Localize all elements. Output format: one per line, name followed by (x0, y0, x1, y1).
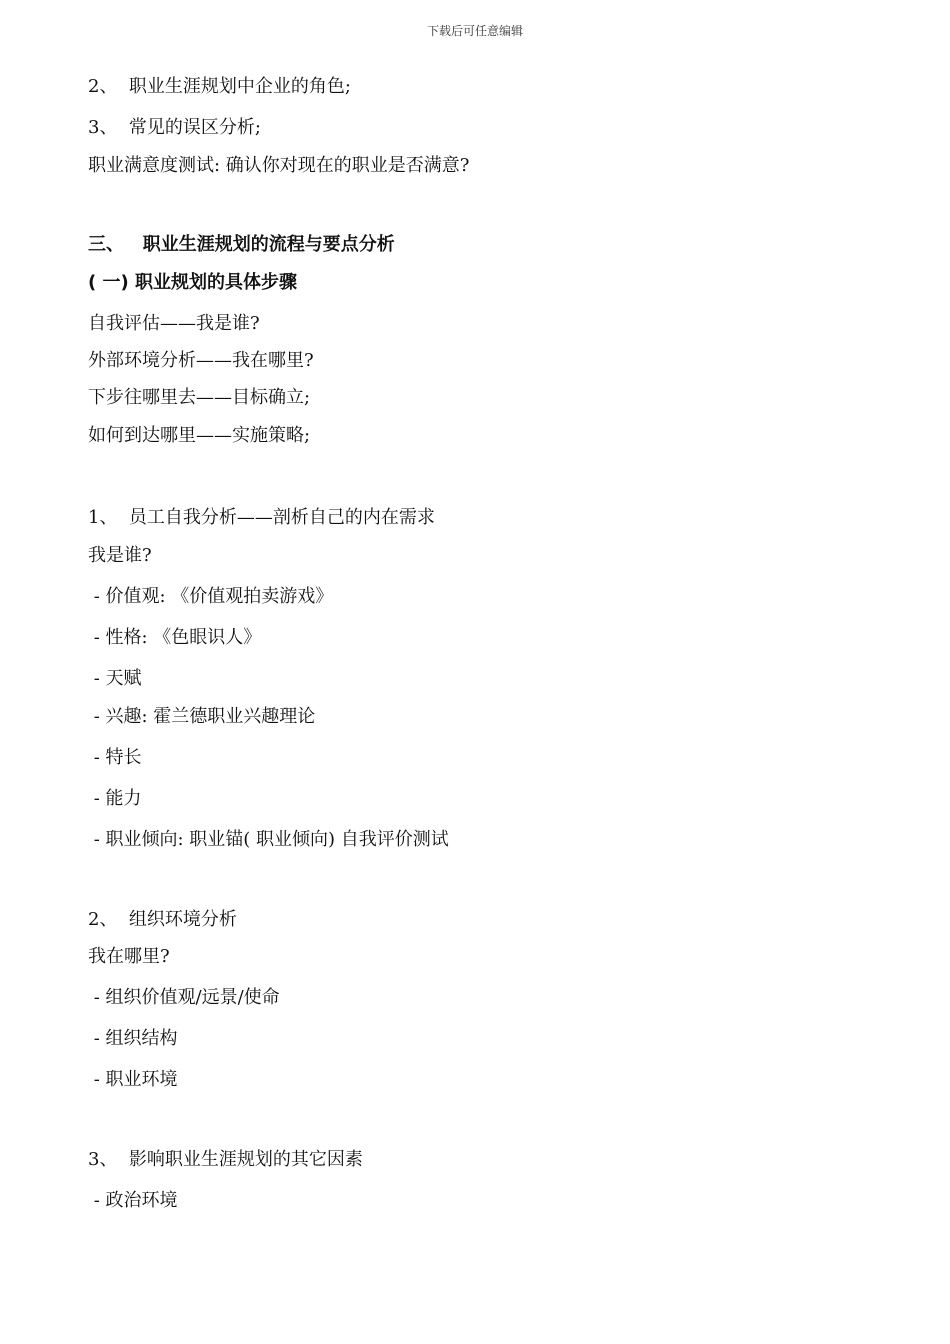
step-self-assessment: 自我评估——我是谁? (88, 313, 260, 334)
item-2-heading: 2、 组织环境分析 (88, 909, 237, 930)
list-item-company-role: 2、 职业生涯规划中企业的角色; (88, 76, 351, 97)
bullet-career-environment: - 职业环境 (88, 1069, 178, 1090)
list-item-misconceptions: 3、 常见的误区分析; (88, 117, 261, 138)
bullet-personality: - 性格: 《色眼识人》 (88, 627, 262, 648)
page-header: 下载后可任意编辑 (426, 24, 523, 38)
bullet-org-values: - 组织价值观/远景/使命 (88, 987, 280, 1008)
bullet-ability: - 能力 (88, 788, 142, 809)
bullet-specialty: - 特长 (88, 747, 142, 768)
bullet-interests: - 兴趣: 霍兰德职业兴趣理论 (88, 706, 316, 727)
subsection-heading-1: ( 一) 职业规划的具体步骤 (88, 272, 297, 293)
bullet-political-environment: - 政治环境 (88, 1190, 178, 1211)
bullet-values: - 价值观: 《价值观拍卖游戏》 (88, 586, 334, 607)
question-where-am-i: 我在哪里? (88, 946, 170, 967)
step-goal-setting: 下步往哪里去——目标确立; (88, 387, 311, 408)
question-who-am-i: 我是谁? (88, 545, 152, 566)
bullet-career-orientation: - 职业倾向: 职业锚( 职业倾向) 自我评价测试 (88, 829, 449, 850)
bullet-talent: - 天赋 (88, 668, 142, 689)
section-heading-3: 三、 职业生涯规划的流程与要点分析 (88, 234, 395, 255)
item-3-heading: 3、 影响职业生涯规划的其它因素 (88, 1149, 363, 1170)
satisfaction-test-line: 职业满意度测试: 确认你对现在的职业是否满意? (88, 155, 470, 176)
item-1-heading: 1、 员工自我分析——剖析自己的内在需求 (88, 507, 435, 528)
step-strategy: 如何到达哪里——实施策略; (88, 425, 311, 446)
bullet-org-structure: - 组织结构 (88, 1028, 178, 1049)
step-environment-analysis: 外部环境分析——我在哪里? (88, 350, 314, 371)
